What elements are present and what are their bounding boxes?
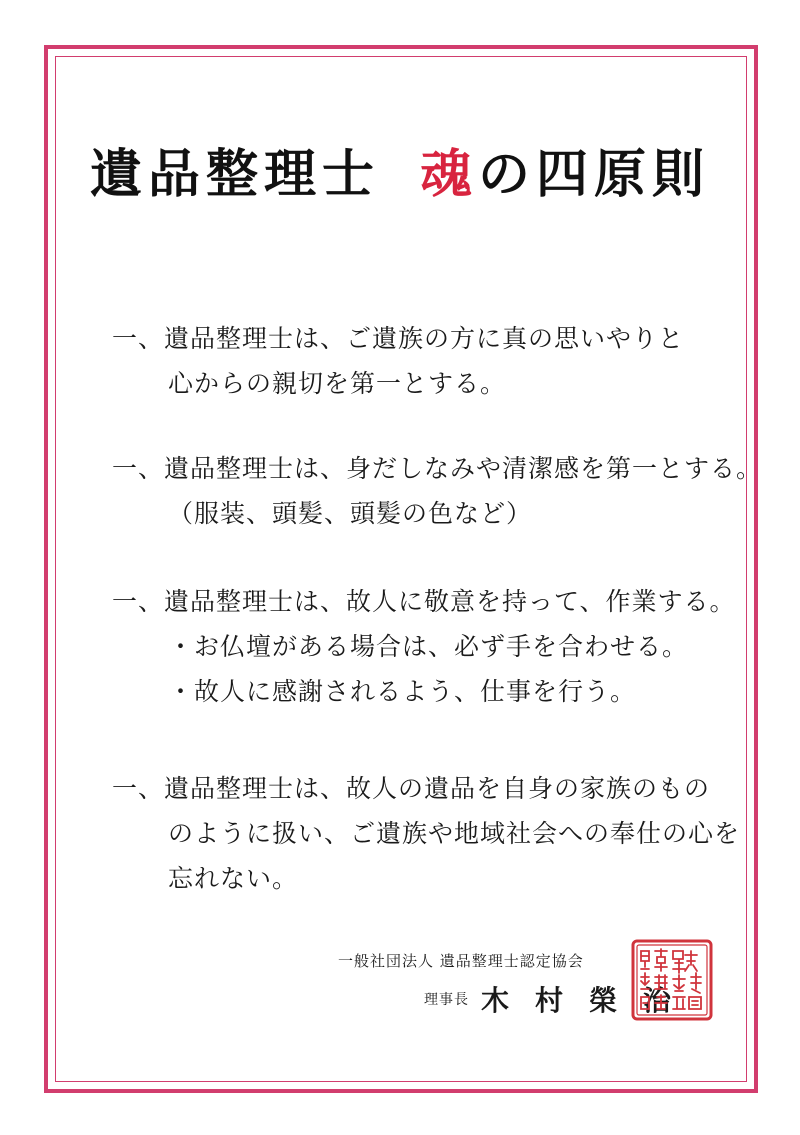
principle-line: 一、遺品整理士は、ご遺族の方に真の思いやりと — [112, 324, 685, 353]
chair-name: 木村榮治 — [481, 984, 698, 1017]
title-suffix: の四原則 — [478, 145, 711, 205]
principle-line: 一、遺品整理士は、故人の遺品を自身の家族のもの — [112, 774, 711, 803]
principle-4 — [112, 766, 741, 901]
principle-bullet: ・お仏壇がある場合は、必ず手を合わせる。 — [168, 632, 689, 661]
title-main: 遺品整理士 — [89, 145, 380, 205]
principle-3 — [112, 579, 736, 714]
organization-name: 一般社団法人 遺品整理士認定協会 — [338, 952, 584, 970]
chair-title: 理事長 — [424, 992, 469, 1008]
principle-bullet: ・故人に感謝されるよう、仕事を行う。 — [168, 677, 637, 706]
principle-1 — [112, 316, 732, 406]
principle-line: 一、遺品整理士は、故人に敬意を持って、作業する。 — [112, 587, 736, 616]
principle-note: （服装、頭髪、頭髪の色など） — [168, 499, 533, 528]
page-title — [0, 132, 800, 207]
title-accent-character: 魂 — [419, 145, 478, 205]
principle-2 — [112, 446, 763, 536]
principles-list — [112, 316, 763, 941]
principle-line: 忘れない。 — [168, 864, 299, 893]
principle-line: のように扱い、ご遺族や地域社会への奉仕の心を — [168, 819, 741, 848]
principle-line: 心からの親切を第一とする。 — [168, 369, 507, 398]
principle-line: 一、遺品整理士は、身だしなみや清潔感を第一とする。 — [112, 454, 763, 483]
seal-stamp-icon — [631, 939, 713, 1021]
